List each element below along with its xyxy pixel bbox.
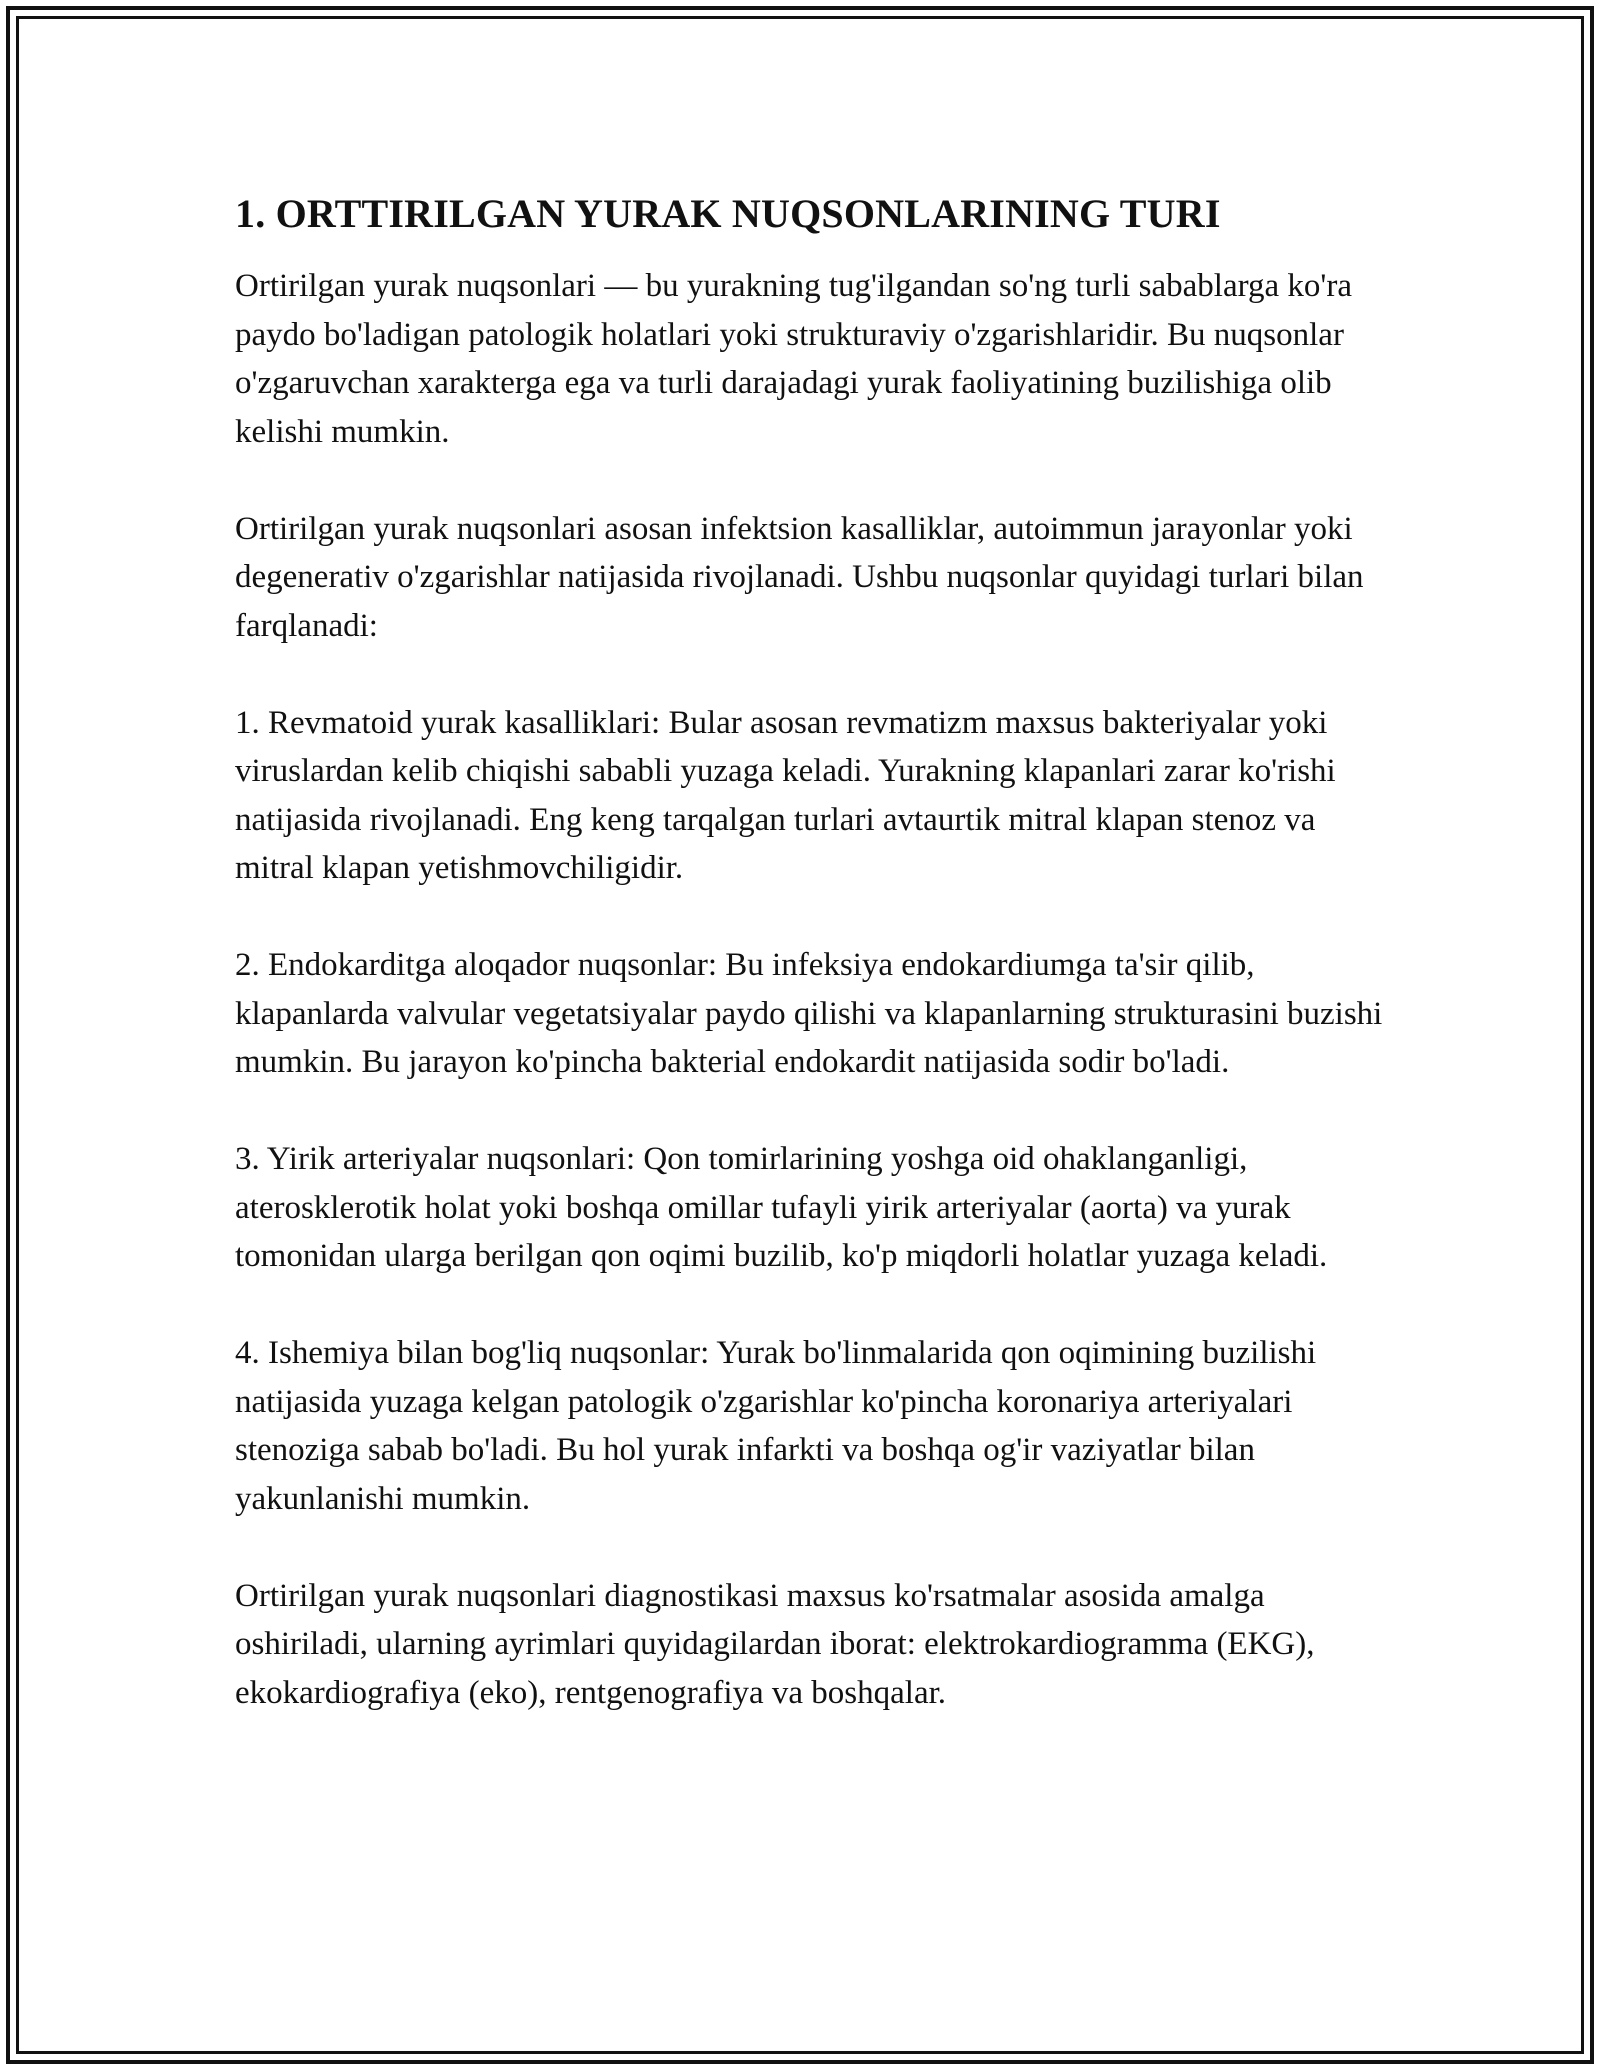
list-item-arteries: 3. Yirik arteriyalar nuqsonlari: Qon tomirlarining yoshga oid ohaklanganligi, aterosklerotik holat yoki boshqa omillar tufayli yirik arteriyalar (aorta) va yurak tomonidan ularga berilgan qon oqimi buzilib, ko'p miqdorli holatlar yuzaga keladi. (235, 1141, 1328, 1274)
causes-paragraph: Ortirilgan yurak nuqsonlari asosan infektsion kasalliklar, autoimmun jarayonlar yoki degenerativ o'zgarishlar natijasida rivojlanadi. Ushbu nuqsonlar quyidagi turlari bilan farqlanadi: (235, 510, 1364, 644)
document-body (235, 180, 1385, 1766)
list-item-rheumatic: 1. Revmatoid yurak kasalliklari: Bular asosan revmatizm maxsus bakteriyalar yoki viruslardan kelib chiqishi sababli yuzaga keladi. Yurakning klapanlari zarar ko'rishi natijasida rivojlanadi. Eng keng tarqalgan turlari avtaurtik mitral klapan stenoz va mitral klapan yetishmovchiligidir. (235, 704, 1336, 886)
intro-paragraph: Ortirilgan yurak nuqsonlari — bu yurakning tug'ilgandan so'ng turli sabablarga ko'ra paydo bo'ladigan patologik holatlari yoki strukturaviy o'zgarishlaridir. Bu nuqsonlar o'zgaruvchan xarakterga ega va turli darajadagi yurak faoliyatining buzilishiga olib kelishi mumkin. (235, 268, 1352, 450)
list-item-endocarditis: 2. Endokarditga aloqador nuqsonlar: Bu infeksiya endokardiumga ta'sir qilib, klapanlarda valvular vegetatsiyalar paydo qilishi va klapanlarning strukturasini buzishi mumkin. Bu jarayon ko'pincha bakterial endokardit natijasida sodir bo'ladi. (235, 947, 1383, 1080)
list-item-ischemia: 4. Ishemiya bilan bog'liq nuqsonlar: Yurak bo'linmalarida qon oqimining buzilishi natijasida yuzaga kelgan patologik o'zgarishlar ko'pincha koronariya arteriyalari stenoziga sabab bo'ladi. Bu hol yurak infarkti va boshqa og'ir vaziyatlar bilan yakunlanishi mumkin. (235, 1335, 1317, 1517)
diagnostics-paragraph: Ortirilgan yurak nuqsonlari diagnostikasi maxsus ko'rsatmalar asosida amalga oshiriladi, ularning ayrimlari quyidagilardan iborat: elektrokardiogramma (EKG), ekokardiografiya (eko), rentgenografiya va boshqalar. (235, 1577, 1315, 1711)
section-title: 1. ORTTIRILGAN YURAK NUQSONLARINING TURI (235, 191, 1221, 236)
